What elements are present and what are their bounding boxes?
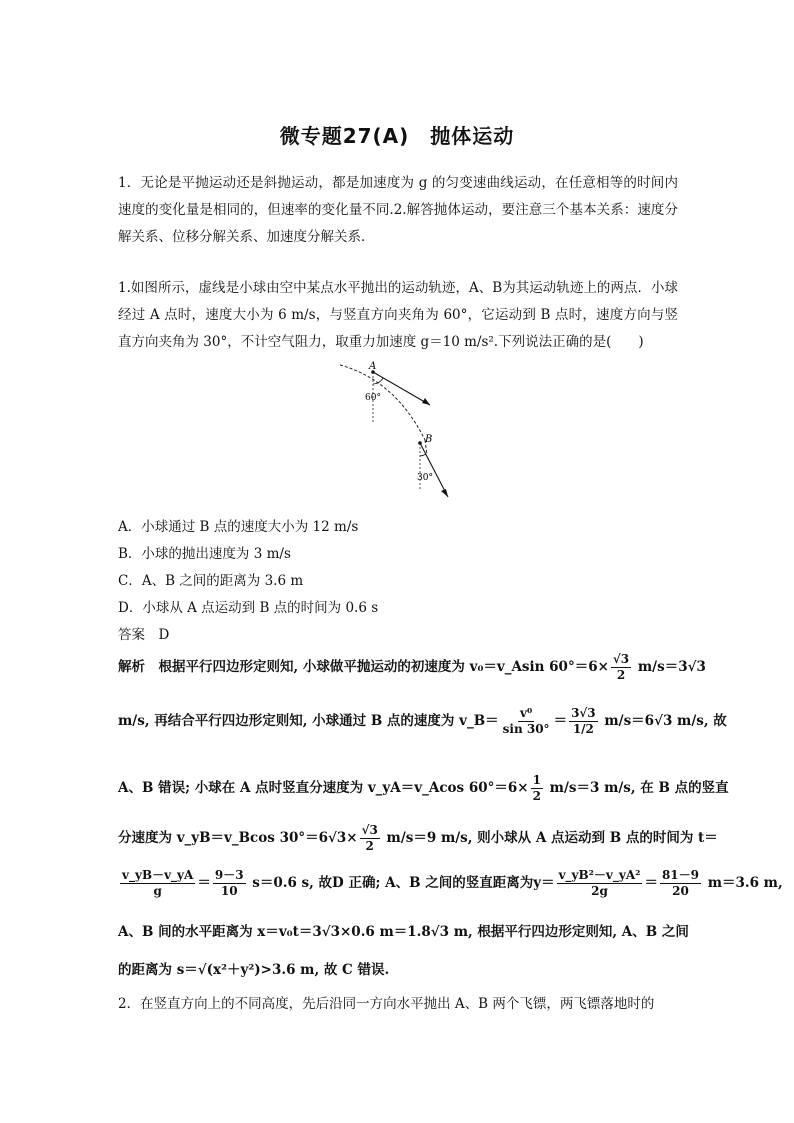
denominator: 2g [591,884,608,898]
denominator: g [153,884,162,898]
analysis-2b: m/s＝6√3 m/s, 故 [604,713,727,729]
numerator: √3 [361,823,378,837]
denominator: 2 [532,789,541,803]
denominator: 20 [672,884,689,898]
fraction [120,868,195,899]
denominator: 2 [365,839,374,853]
equals-sign: ＝ [197,875,211,891]
fraction [611,652,631,683]
angle-b-label: 30° [417,473,433,483]
analysis-3a: A、B 错误; 小球在 A 点时竖直分速度为 v_yA＝v_Acos 60°＝6× [118,780,529,796]
velocity-b-arrow [420,443,448,497]
analysis-1b: m/s＝3√3 [637,659,706,675]
analysis-1a: 解析 根据平行四边形定则知, 小球做平抛运动的初速度为 v₀＝v_Asin 60°＝6× [118,659,609,675]
analysis-5a: s＝0.6 s, 故D 正确; A、B 之间的竖直距离为y＝ [252,875,555,891]
analysis-line-3 [118,773,729,804]
angle-a-label: 60° [365,393,381,403]
numerator: v_yB－v_yA [122,868,194,882]
option-a: A．小球通过 B 点的速度大小为 12 m/s [118,519,359,535]
question-1-stem: 1.如图所示，虚线是小球由空中某点水平抛出的运动轨迹，A、B为其运动轨迹上的两点．小球经过 A 点时，速度大小为 6 m/s，与竖直方向夹角为 60°，它运动到 B 点时，速度方向与竖直方向夹角为 30°，不计空气阻力，取重力加速度 g＝10 m/s².下列说法正确的是( ) [118,280,678,350]
fraction [531,773,543,804]
denominator: 1/2 [572,722,594,736]
angle-arc-b [420,454,426,456]
numerator: 3√3 [571,706,596,720]
fraction [213,868,246,899]
arrowhead-a [422,398,430,405]
analysis-line-1 [118,652,706,683]
analysis-4b: m/s＝9 m/s, 则小球从 A 点运动到 B 点的时间为 t＝ [386,830,718,846]
analysis-line-2: m/s, 再结合平行四边形定则知, 小球通过 B 点的速度为 v_B＝ $\frac{\text{v⁰}}{\sin 30^\circ}$ ＝ $\frac{3√3}{1/2}$ m/s＝6√3 m/s, 故 [118,706,727,736]
numerator: v⁰ [519,706,533,720]
numerator: 81－9 [661,868,699,882]
analysis-line-6: A、B 间的水平距离为 x＝v₀t＝3√3×0.6 m＝1.8√3 m, 根据平行四边形定则知, A、B 之间 [118,924,689,940]
fraction [557,868,643,899]
option-b: B．小球的抛出速度为 3 m/s [118,546,291,562]
answer-line: 答案 D [118,627,170,643]
fraction [360,823,380,854]
numerator: v_yB²－v_yA² [558,868,641,882]
velocity-a-arrow [373,372,430,405]
analysis-line-7: 的距离为 s＝√(x²＋y²)>3.6 m, 故 C 错误. [118,962,390,978]
denominator: 2 [616,668,626,682]
option-d: D．小球从 A 点运动到 B 点的时间为 0.6 s [118,600,379,616]
analysis-5b: m＝3.6 m, [707,875,783,891]
denominator: sin 30° [502,722,550,736]
page-title: 微专题27(A) 抛体运动 [279,124,515,148]
trajectory-diagram [335,360,465,500]
trajectory-curve [340,365,425,440]
denominator: 10 [220,884,238,898]
analysis-2a: m/s, 再结合平行四边形定则知, 小球通过 B 点的速度为 v_B＝ [118,713,499,729]
numerator: 9－3 [214,868,244,882]
numerator: 1 [532,773,541,787]
intro-paragraph: 1．无论是平抛运动还是斜抛运动，都是加速度为 g 的匀变速曲线运动，在任意相等的时间内速度的变化量是相同的，但速率的变化量不同.2.解答抛体运动，要注意三个基本关系：速度分解关系、位移分解关系、加速度分解关系． [118,175,678,245]
fraction [660,868,701,899]
label-a: A [369,361,377,372]
fraction [569,706,598,737]
label-b: B [425,434,433,445]
angle-arc-a [373,378,383,384]
analysis-3b: m/s＝3 m/s, 在 B 点的竖直 [549,780,729,796]
analysis-4a: 分速度为 v_yB＝v_Bcos 30°＝6√3× [118,830,358,846]
fraction [501,706,552,737]
arrowhead-b [441,489,448,497]
option-c: C．A、B 之间的距离为 3.6 m [118,573,304,589]
analysis-line-5: $\frac{v\_yB-v\_yA}{g}$ ＝ $\frac{9-3}{10}$ s＝0.6 s, 故D 正确; A、B 之间的竖直距离为y＝ $\frac{\text{v\_yB²－v\_yA²}}{2g}$ ＝ $\frac{81-9}{20}$ m＝3.6 m, [122,868,783,898]
analysis-line-4 [118,823,718,854]
question-2-stem: 2．在竖直方向上的不同高度，先后沿同一方向水平抛出 A、B 两个飞镖，两飞镖落地时的 [118,996,655,1012]
numerator: √3 [612,652,630,666]
